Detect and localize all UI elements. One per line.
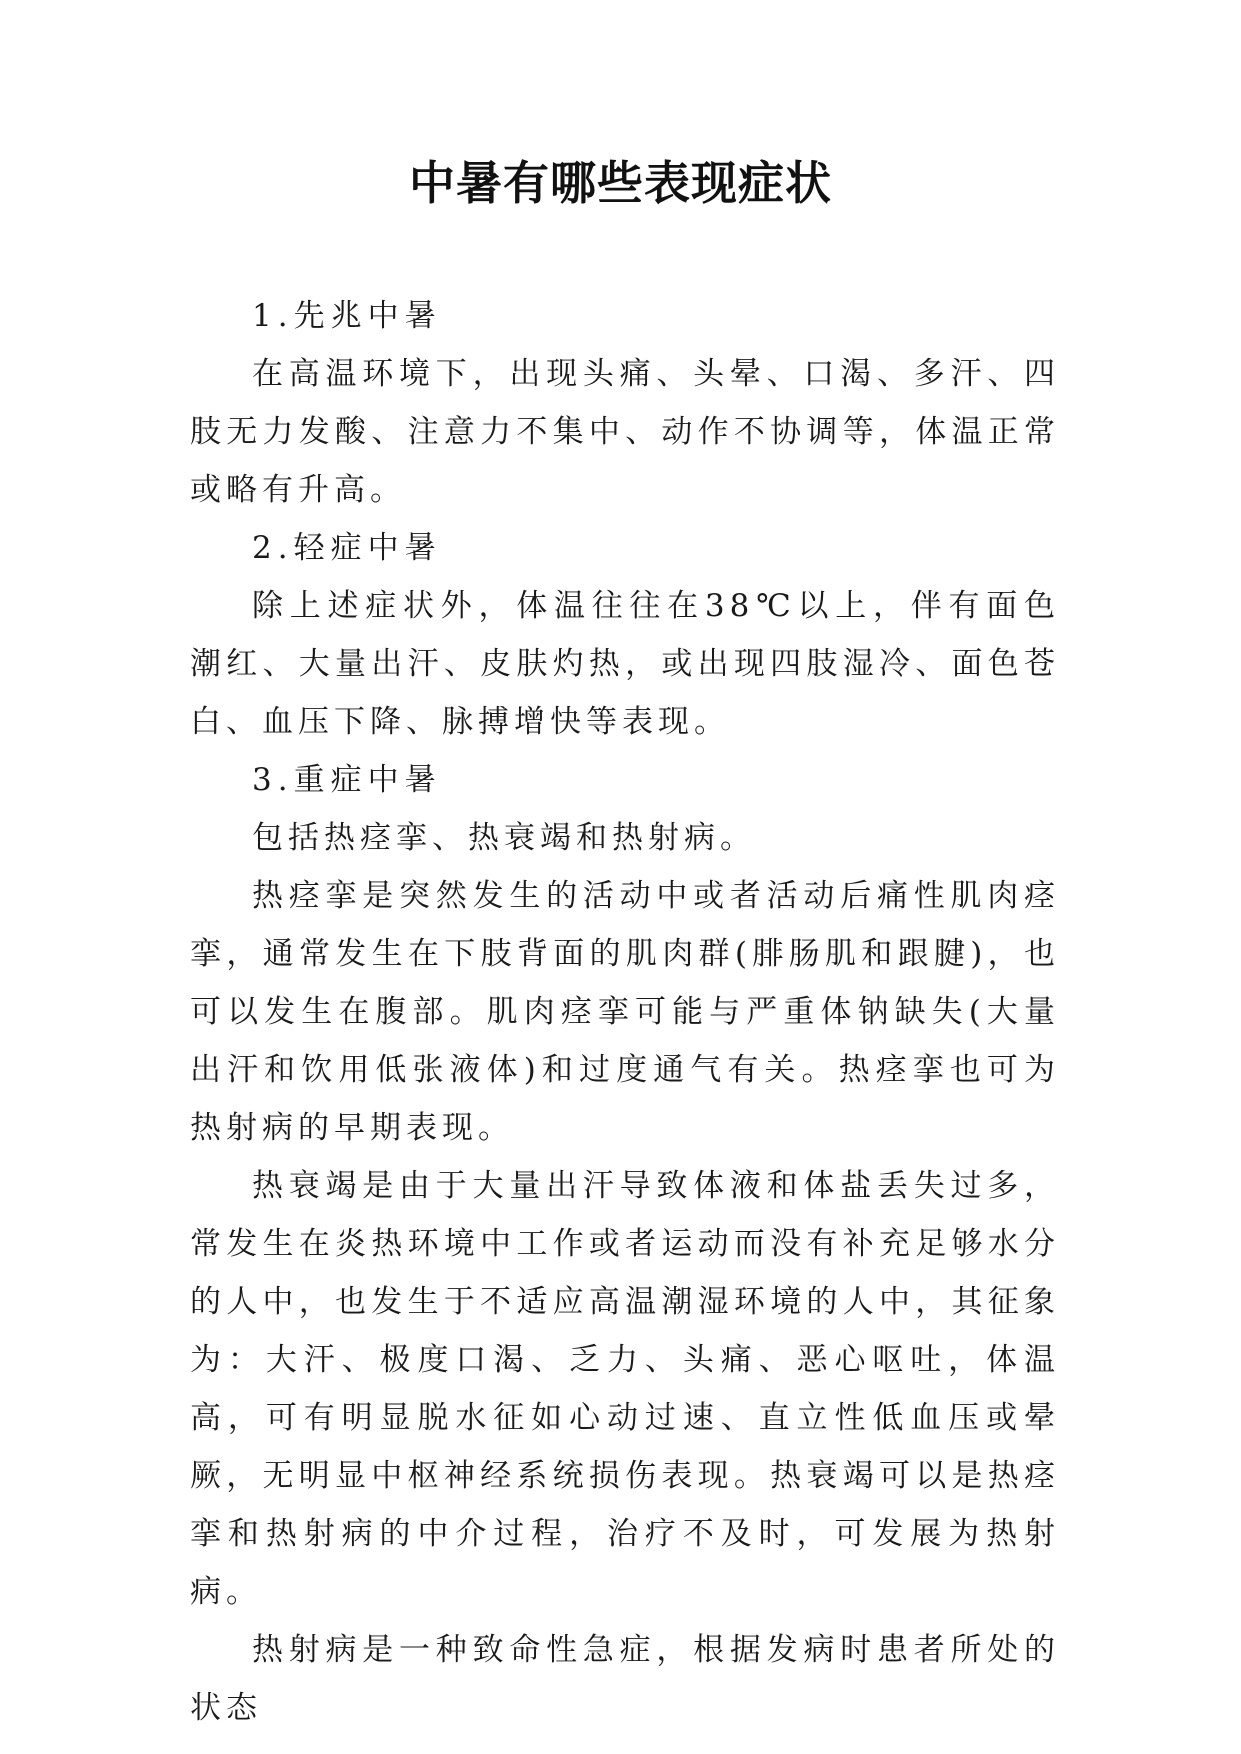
paragraph-mild-symptoms: 除上述症状外，体温往往在38℃以上，伴有面色潮红、大量出汗、皮肤灼热，或出现四肢湿冷、面色苍白、血压下降、脉搏增快等表现。 [190,588,1060,740]
paragraph-heat-cramps: 热痉挛是突然发生的活动中或者活动后痛性肌肉痉挛，通常发生在下肢背面的肌肉群(腓肠肌和跟腱)，也可以发生在腹部。肌肉痉挛可能与严重体钠缺失(大量出汗和饮用低张液体)和过度通气有关。热痉挛也可为热射病的早期表现。 [190,878,1060,1146]
document-title: 中暑有哪些表现症状 [409,156,832,210]
paragraph-heat-stroke: 热射病是一种致命性急症，根据发病时患者所处的状态 [190,1632,1060,1726]
section-heading-severe: 3.重症中暑 [252,762,442,798]
paragraph-heat-exhaustion: 热衰竭是由于大量出汗导致体液和体盐丢失过多，常发生在炎热环境中工作或者运动而没有补充足够水分的人中，也发生于不适应高温潮湿环境的人中，其征象为：大汗、极度口渴、乏力、头痛、恶心呕吐，体温高，可有明显脱水征如心动过速、直立性低血压或晕厥，无明显中枢神经系统损伤表现。热衰竭可以是热痉挛和热射病的中介过程，治疗不及时，可发展为热射病。 [190,1168,1060,1610]
section-heading-mild: 2.轻症中暑 [252,530,442,566]
paragraph-precursor-symptoms: 在高温环境下，出现头痛、头晕、口渴、多汗、四肢无力发酸、注意力不集中、动作不协调等，体温正常或略有升高。 [190,356,1060,508]
document-body [190,287,1060,1737]
paragraph-severe-types: 包括热痉挛、热衰竭和热射病。 [252,820,756,856]
section-heading-precursor: 1.先兆中暑 [252,298,442,334]
